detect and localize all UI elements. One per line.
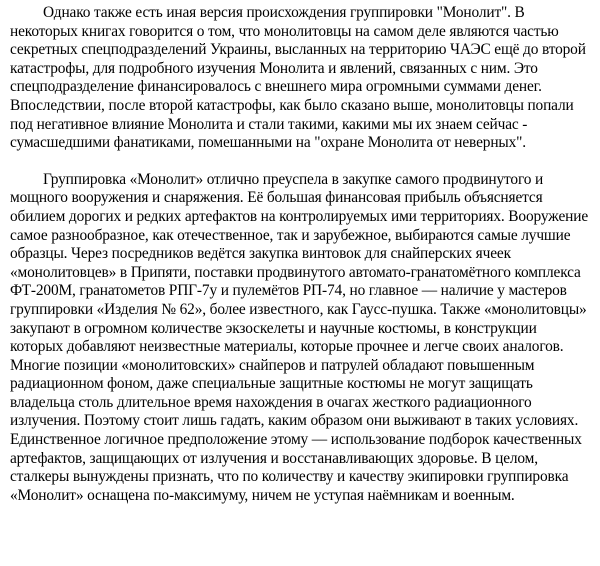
paragraph-origin-version: Однако также есть иная версия происхождения группировки "Монолит". В некоторых книгах говорится о том, что монолитовцы на самом деле являются частью секретных спецподразделений Украины, высланных на территорию ЧАЭС ещё до второй катастрофы, для подробного изучения Монолита и явлений, связанных с ним. Это спецподразделение финансировалось с внешнего мира огромными суммами денег. Впоследствии, после второй катастрофы, как было сказано выше, монолитовцы попали под негативное влияние Монолита и стали такими, какими мы их знаем сейчас - сумасшедшими фанатиками, помешанными на "охране Монолита от неверных". (10, 4, 586, 152)
paragraph-equipment: Группировка «Монолит» отлично преуспела в закупке самого продвинутого и мощного вооружения и снаряжения. Её большая финансовая прибыль объясняется обилием дорогих и редких артефактов на контролируемых ими территориях. Вооружение самое разнообразное, как отечественное, так и зарубежное, выбираются самые лучшие образцы. Через посредников ведётся закупка винтовок для снайперских ячеек «монолитовцев» в Припяти, поставки продвинутого автомато-гранатомётного комплекса ФТ-200М, гранатометов РПГ-7у и пулемётов РП-74, но главное — наличие у мастеров группировки «Изделия № 62», более известного, как Гаусс-пушка. Также «монолитовцы» закупают в огромном количестве экзоскелеты и научные костюмы, в конструкции которых добавляют неизвестные материалы, которые прочнее и легче своих аналогов. Многие позиции «монолитовских» снайперов и патрулей обладают повышенным радиационном фоном, даже специальные защитные костюмы не могут защищать владельца столь длительное время нахождения в очагах жесткого радиационного излучения. Поэтому стоит лишь гадать, каким образом они выживают в таких условиях. Единственное логичное предположение этому — использование подборок качественных артефактов, защищающих от излучения и восстанавливающих здоровье. В целом, сталкеры вынуждены признать, что по количеству и качеству экипировки группировка «Монолит» оснащена по-максимуму, ничем не уступая наёмникам и военным. (10, 170, 588, 504)
